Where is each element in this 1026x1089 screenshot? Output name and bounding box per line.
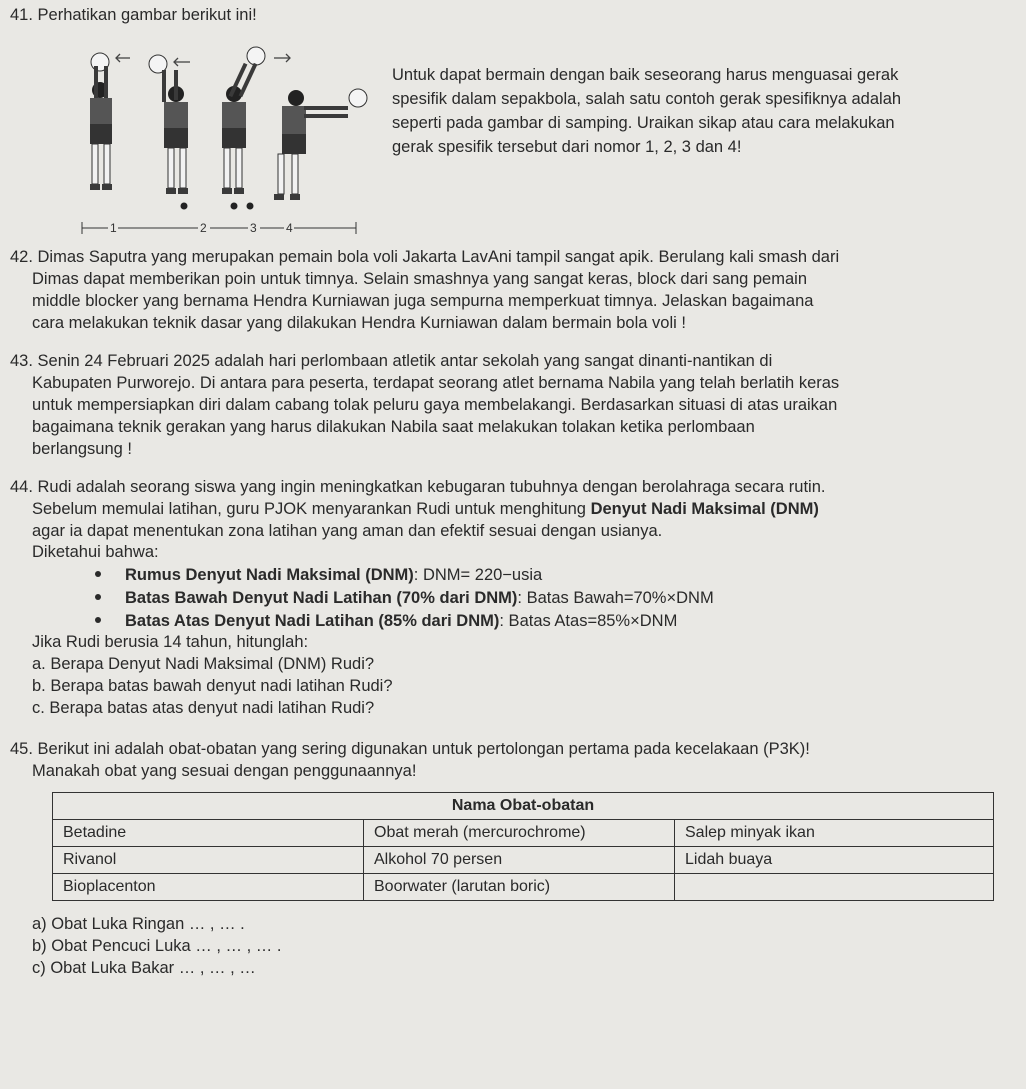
q44-bullet-2-rest: : Batas Bawah=70%×DNM — [517, 589, 714, 607]
q44-bullet-3-rest: : Batas Atas=85%×DNM — [499, 612, 678, 630]
figure-3 — [222, 47, 265, 194]
bullet-dot-icon — [95, 617, 101, 623]
bullet-dot-icon — [95, 571, 101, 577]
q44-sub-b: b. Berapa batas bawah denyut nadi latihan Rudi? — [32, 677, 393, 695]
q42-line-3: middle blocker yang bernama Hendra Kurniawan juga sempurna memperkuat timnya. Jelaskan bagaimana — [32, 292, 814, 310]
q41-line-2: spesifik dalam sepakbola, salah satu contoh gerak spesifiknya adalah — [392, 90, 902, 108]
figure-label-1: 1 — [110, 221, 117, 235]
q44-sub-a: a. Berapa Denyut Nadi Maksimal (DNM) Rudi? — [32, 655, 375, 673]
q42-line-2: Dimas dapat memberikan poin untuk timnya. Selain smashnya yang sangat keras, block dari sang pemain — [32, 270, 807, 288]
table-cell: Boorwater (larutan boric) — [364, 874, 675, 901]
figure-1 — [90, 53, 112, 190]
q44-line-1: 44. Rudi adalah seorang siswa yang ingin meningkatkan kebugaran tubuhnya dengan berolahraga secara rutin. — [10, 478, 826, 496]
q42-line-4: cara melakukan teknik dasar yang dilakukan Hendra Kurniawan dalam bermain bola voli ! — [32, 314, 686, 332]
table-cell — [675, 874, 994, 901]
q44-bullet-1 — [95, 564, 542, 586]
table-cell: Alkohol 70 persen — [364, 847, 675, 874]
q44-bullet-2-bold: Batas Bawah Denyut Nadi Latihan (70% dari DNM) — [125, 589, 518, 607]
figure-label-4: 4 — [286, 221, 293, 235]
table-cell: Obat merah (mercurochrome) — [364, 820, 675, 847]
table-row — [53, 874, 994, 901]
q44-bullet-3-bold: Batas Atas Denyut Nadi Latihan (85% dari DNM) — [125, 612, 500, 630]
q45-line-2: Manakah obat yang sesuai dengan penggunaannya! — [32, 762, 417, 780]
q43-line-5: berlangsung ! — [32, 440, 132, 458]
figure-label-2: 2 — [200, 221, 207, 235]
q45-line-1: 45. Berikut ini adalah obat-obatan yang sering digunakan untuk pertolongan pertama pada kecelakaan (P3K)! — [10, 740, 810, 758]
table-row — [53, 847, 994, 874]
table-cell: Bioplacenton — [53, 874, 364, 901]
q44-bullet-1-bold: Rumus Denyut Nadi Maksimal (DNM) — [125, 566, 414, 584]
q45-answer-a: a) Obat Luka Ringan … , … . — [32, 915, 245, 933]
soccer-throw-in-figure — [78, 40, 378, 236]
figure-label-3: 3 — [250, 221, 257, 235]
q44-line-2-text: Sebelum memulai latihan, guru PJOK menyarankan Rudi untuk menghitung — [32, 500, 591, 518]
q45-answer-c: c) Obat Luka Bakar … , … , … — [32, 959, 256, 977]
q43-line-3: untuk mempersiapkan diri dalam cabang tolak peluru gaya membelakangi. Berdasarkan situasi di atas uraikan — [32, 396, 838, 414]
q44-dnm-term: Denyut Nadi Maksimal (DNM) — [590, 500, 819, 518]
q43-line-1: 43. Senin 24 Februari 2025 adalah hari perlombaan atletik antar sekolah yang sangat dinanti-nantikan di — [10, 352, 773, 370]
table-cell: Salep minyak ikan — [675, 820, 994, 847]
medicine-table — [52, 792, 994, 901]
table-cell: Rivanol — [53, 847, 364, 874]
q44-bullet-1-rest: : DNM= 220−usia — [413, 566, 543, 584]
q43-line-4: bagaimana teknik gerakan yang harus dilakukan Nabila saat melakukan tolakan ketika perlombaan — [32, 418, 755, 436]
q41-line-3: seperti pada gambar di samping. Uraikan sikap atau cara melakukan — [392, 114, 895, 132]
q44-diketahui: Diketahui bahwa: — [32, 543, 159, 561]
figure-4 — [274, 89, 367, 200]
q44-prompt: Jika Rudi berusia 14 tahun, hitunglah: — [32, 633, 309, 651]
table-row — [53, 820, 994, 847]
medicine-table-header: Nama Obat-obatan — [53, 793, 994, 820]
q41-title: 41. Perhatikan gambar berikut ini! — [10, 6, 257, 24]
q43-line-2: Kabupaten Purworejo. Di antara para peserta, terdapat seorang atlet bernama Nabila yang telah berlatih keras — [32, 374, 840, 392]
q41-line-4: gerak spesifik tersebut dari nomor 1, 2, 3 dan 4! — [392, 138, 742, 156]
figure-2 — [149, 55, 188, 194]
q44-bullet-2 — [95, 587, 714, 609]
q44-line-3: agar ia dapat menentukan zona latihan yang aman dan efektif sesuai dengan usianya. — [32, 522, 663, 540]
q42-line-1: 42. Dimas Saputra yang merupakan pemain bola voli Jakarta LavAni tampil sangat apik. Berulang kali smash dari — [10, 248, 840, 266]
table-cell: Betadine — [53, 820, 364, 847]
bullet-dot-icon — [95, 594, 101, 600]
table-cell: Lidah buaya — [675, 847, 994, 874]
q44-sub-c: c. Berapa batas atas denyut nadi latihan Rudi? — [32, 699, 375, 717]
q45-answer-b: b) Obat Pencuci Luka … , … , … . — [32, 937, 282, 955]
q44-line-2 — [32, 498, 819, 520]
q41-line-1: Untuk dapat bermain dengan baik seseorang harus menguasai gerak — [392, 66, 899, 84]
q44-bullet-3 — [95, 610, 677, 632]
